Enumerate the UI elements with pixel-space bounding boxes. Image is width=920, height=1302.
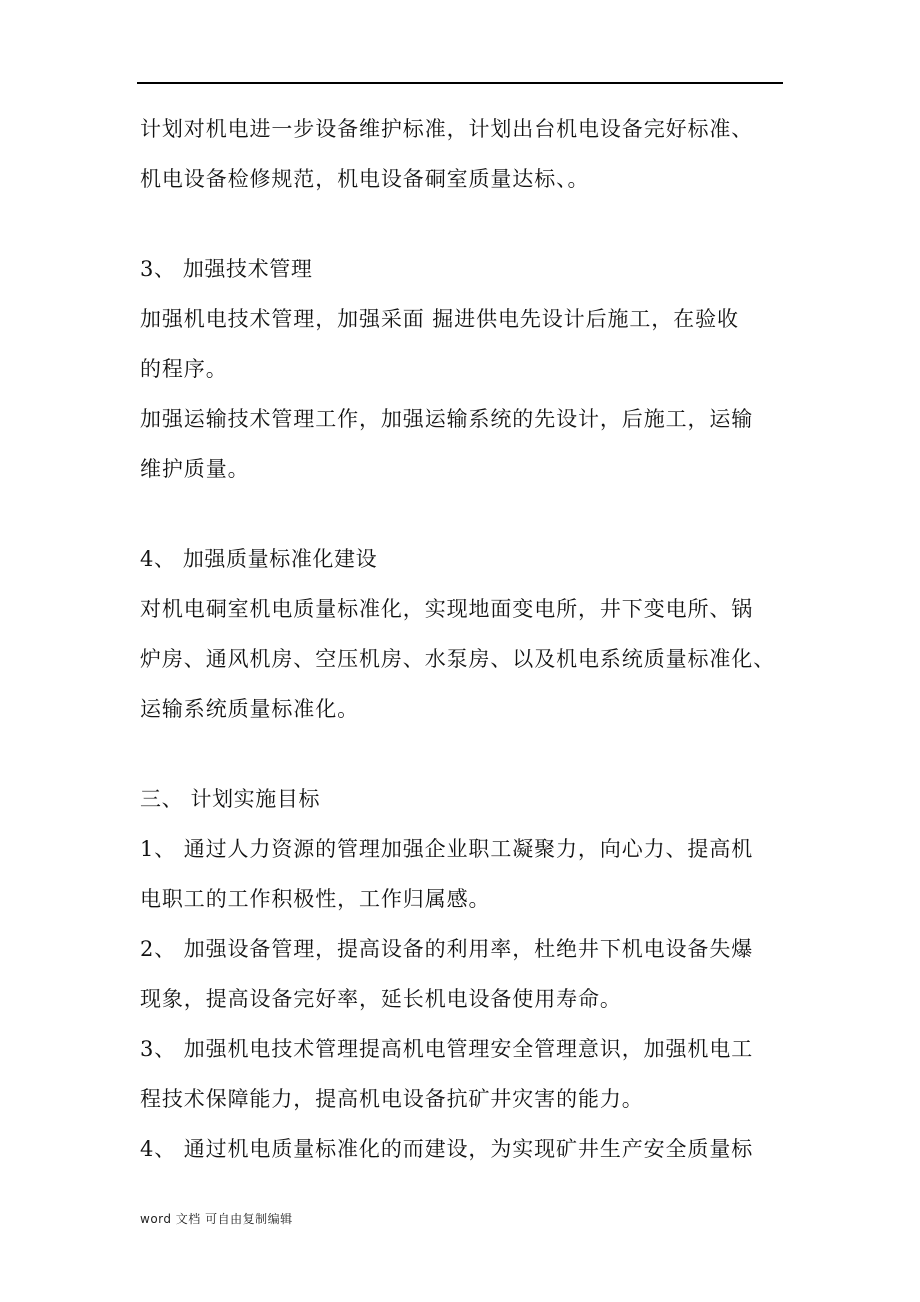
paragraph-line: 加强运输技术管理工作，加强运输系统的先设计，后施工，运输 <box>140 407 754 431</box>
header-rule <box>137 82 783 84</box>
paragraph-spacer <box>140 494 785 534</box>
paragraph-spacer <box>140 734 785 774</box>
paragraph-spacer <box>140 204 785 244</box>
list-item-line: 1、 通过人力资源的管理加强企业职工凝聚力，向心力、提高机 <box>140 837 754 861</box>
list-item-line: 2、 加强设备管理，提高设备的利用率，杜绝井下机电设备失爆 <box>140 937 754 961</box>
list-item-line: 电职工的工作积极性，工作归属感。 <box>140 887 491 911</box>
paragraph-line: 运输系统质量标准化。 <box>140 697 359 721</box>
list-item-line: 程技术保障能力，提高机电设备抗矿井灾害的能力。 <box>140 1087 644 1111</box>
section-heading-three: 三、 计划实施目标 <box>140 787 321 811</box>
paragraph-line: 的程序。 <box>140 357 228 381</box>
list-item-line: 现象，提高设备完好率，延长机电设备使用寿命。 <box>140 987 622 1011</box>
page-footer: word 文档 可自由复制编辑 <box>140 1212 293 1226</box>
list-item-line: 4、 通过机电质量标准化的而建设，为实现矿井生产安全质量标 <box>140 1137 754 1161</box>
paragraph-line: 对机电硐室机电质量标准化，实现地面变电所，井下变电所、锅 <box>140 597 754 621</box>
section-heading-3: 3、 加强技术管理 <box>140 257 313 281</box>
list-item-line: 3、 加强机电技术管理提高机电管理安全管理意识，加强机电工 <box>140 1037 754 1061</box>
paragraph-line: 炉房、通风机房、空压机房、水泵房、以及机电系统质量标准化、 <box>140 647 776 671</box>
paragraph-line: 机电设备检修规范，机电设备硐室质量达标、。 <box>140 167 590 191</box>
paragraph-line: 加强机电技术管理，加强采面 掘进供电先设计后施工，在验收 <box>140 307 739 331</box>
document-body <box>140 104 785 1174</box>
section-heading-4: 4、 加强质量标准化建设 <box>140 547 378 571</box>
paragraph-line: 计划对机电进一步设备维护标准，计划出台机电设备完好标准、 <box>140 117 754 141</box>
paragraph-line: 维护质量。 <box>140 457 250 481</box>
